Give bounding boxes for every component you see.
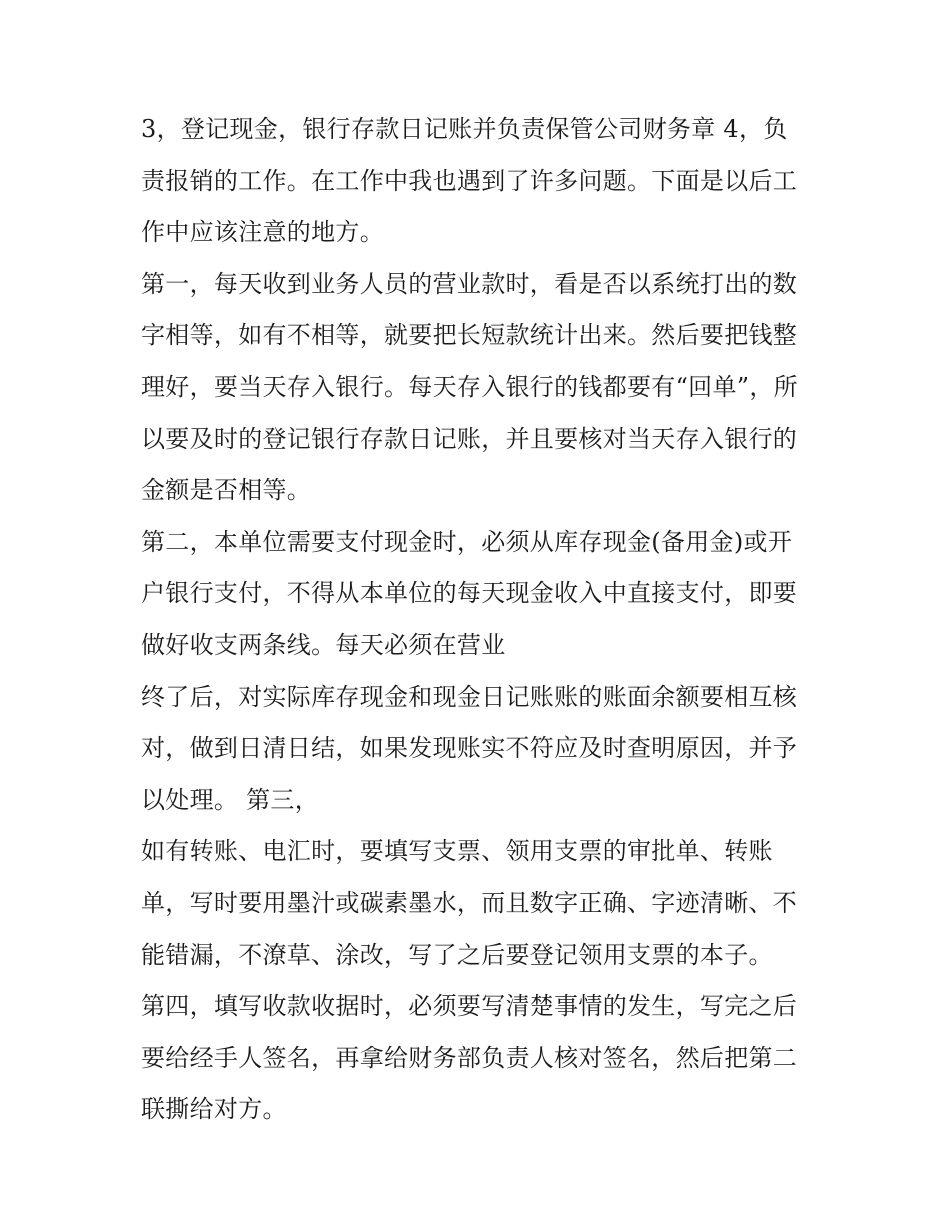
text-line: 作中应该注意的地方。 xyxy=(141,218,384,247)
text-line: 责报销的工作。在工作中我也遇到了许多问题。下面是以后工 xyxy=(141,166,798,195)
text-line: 要给经手人签名，再拿给财务部负责人核对签名，然后把第二 xyxy=(141,1043,798,1072)
text-line: 以处理。 第三， xyxy=(141,785,320,814)
text-line: 联撕给对方。 xyxy=(141,1095,287,1124)
text-line: 对，做到日清日结，如果发现账实不符应及时查明原因，并予 xyxy=(141,734,798,763)
text-line: 第一，每天收到业务人员的营业款时，看是否以系统打出的数 xyxy=(141,269,798,298)
text-line: 第二，本单位需要支付现金时，必须从库存现金(备用金)或开 xyxy=(141,527,793,556)
text-line: 做好收支两条线。每天必须在营业 xyxy=(141,630,506,659)
text-line: 能错漏，不潦草、涂改，写了之后要登记领用支票的本子。 xyxy=(141,940,773,969)
text-line: 字相等，如有不相等，就要把长短款统计出来。然后要把钱整 xyxy=(141,321,798,350)
text-line: 终了后，对实际库存现金和现金日记账账的账面余额要相互核 xyxy=(141,682,798,711)
text-line: 单，写时要用墨汁或碳素墨水，而且数字正确、字迹清晰、不 xyxy=(141,888,798,917)
text-line: 户银行支付，不得从本单位的每天现金收入中直接支付，即要 xyxy=(141,579,798,608)
text-line: 金额是否相等。 xyxy=(141,476,312,505)
document-body xyxy=(141,104,821,1136)
text-line: 3，登记现金，银行存款日记账并负责保管公司财务章 4，负 xyxy=(141,115,788,143)
text-line: 如有转账、电汇时，要填写支票、领用支票的审批单、转账 xyxy=(141,837,773,866)
text-line: 第四，填写收款收据时，必须要写清楚事情的发生，写完之后 xyxy=(141,992,798,1021)
text-line: 以要及时的登记银行存款日记账，并且要核对当天存入银行的 xyxy=(141,424,798,453)
text-line: 理好，要当天存入银行。每天存入银行的钱都要有“回单”，所 xyxy=(141,372,798,401)
